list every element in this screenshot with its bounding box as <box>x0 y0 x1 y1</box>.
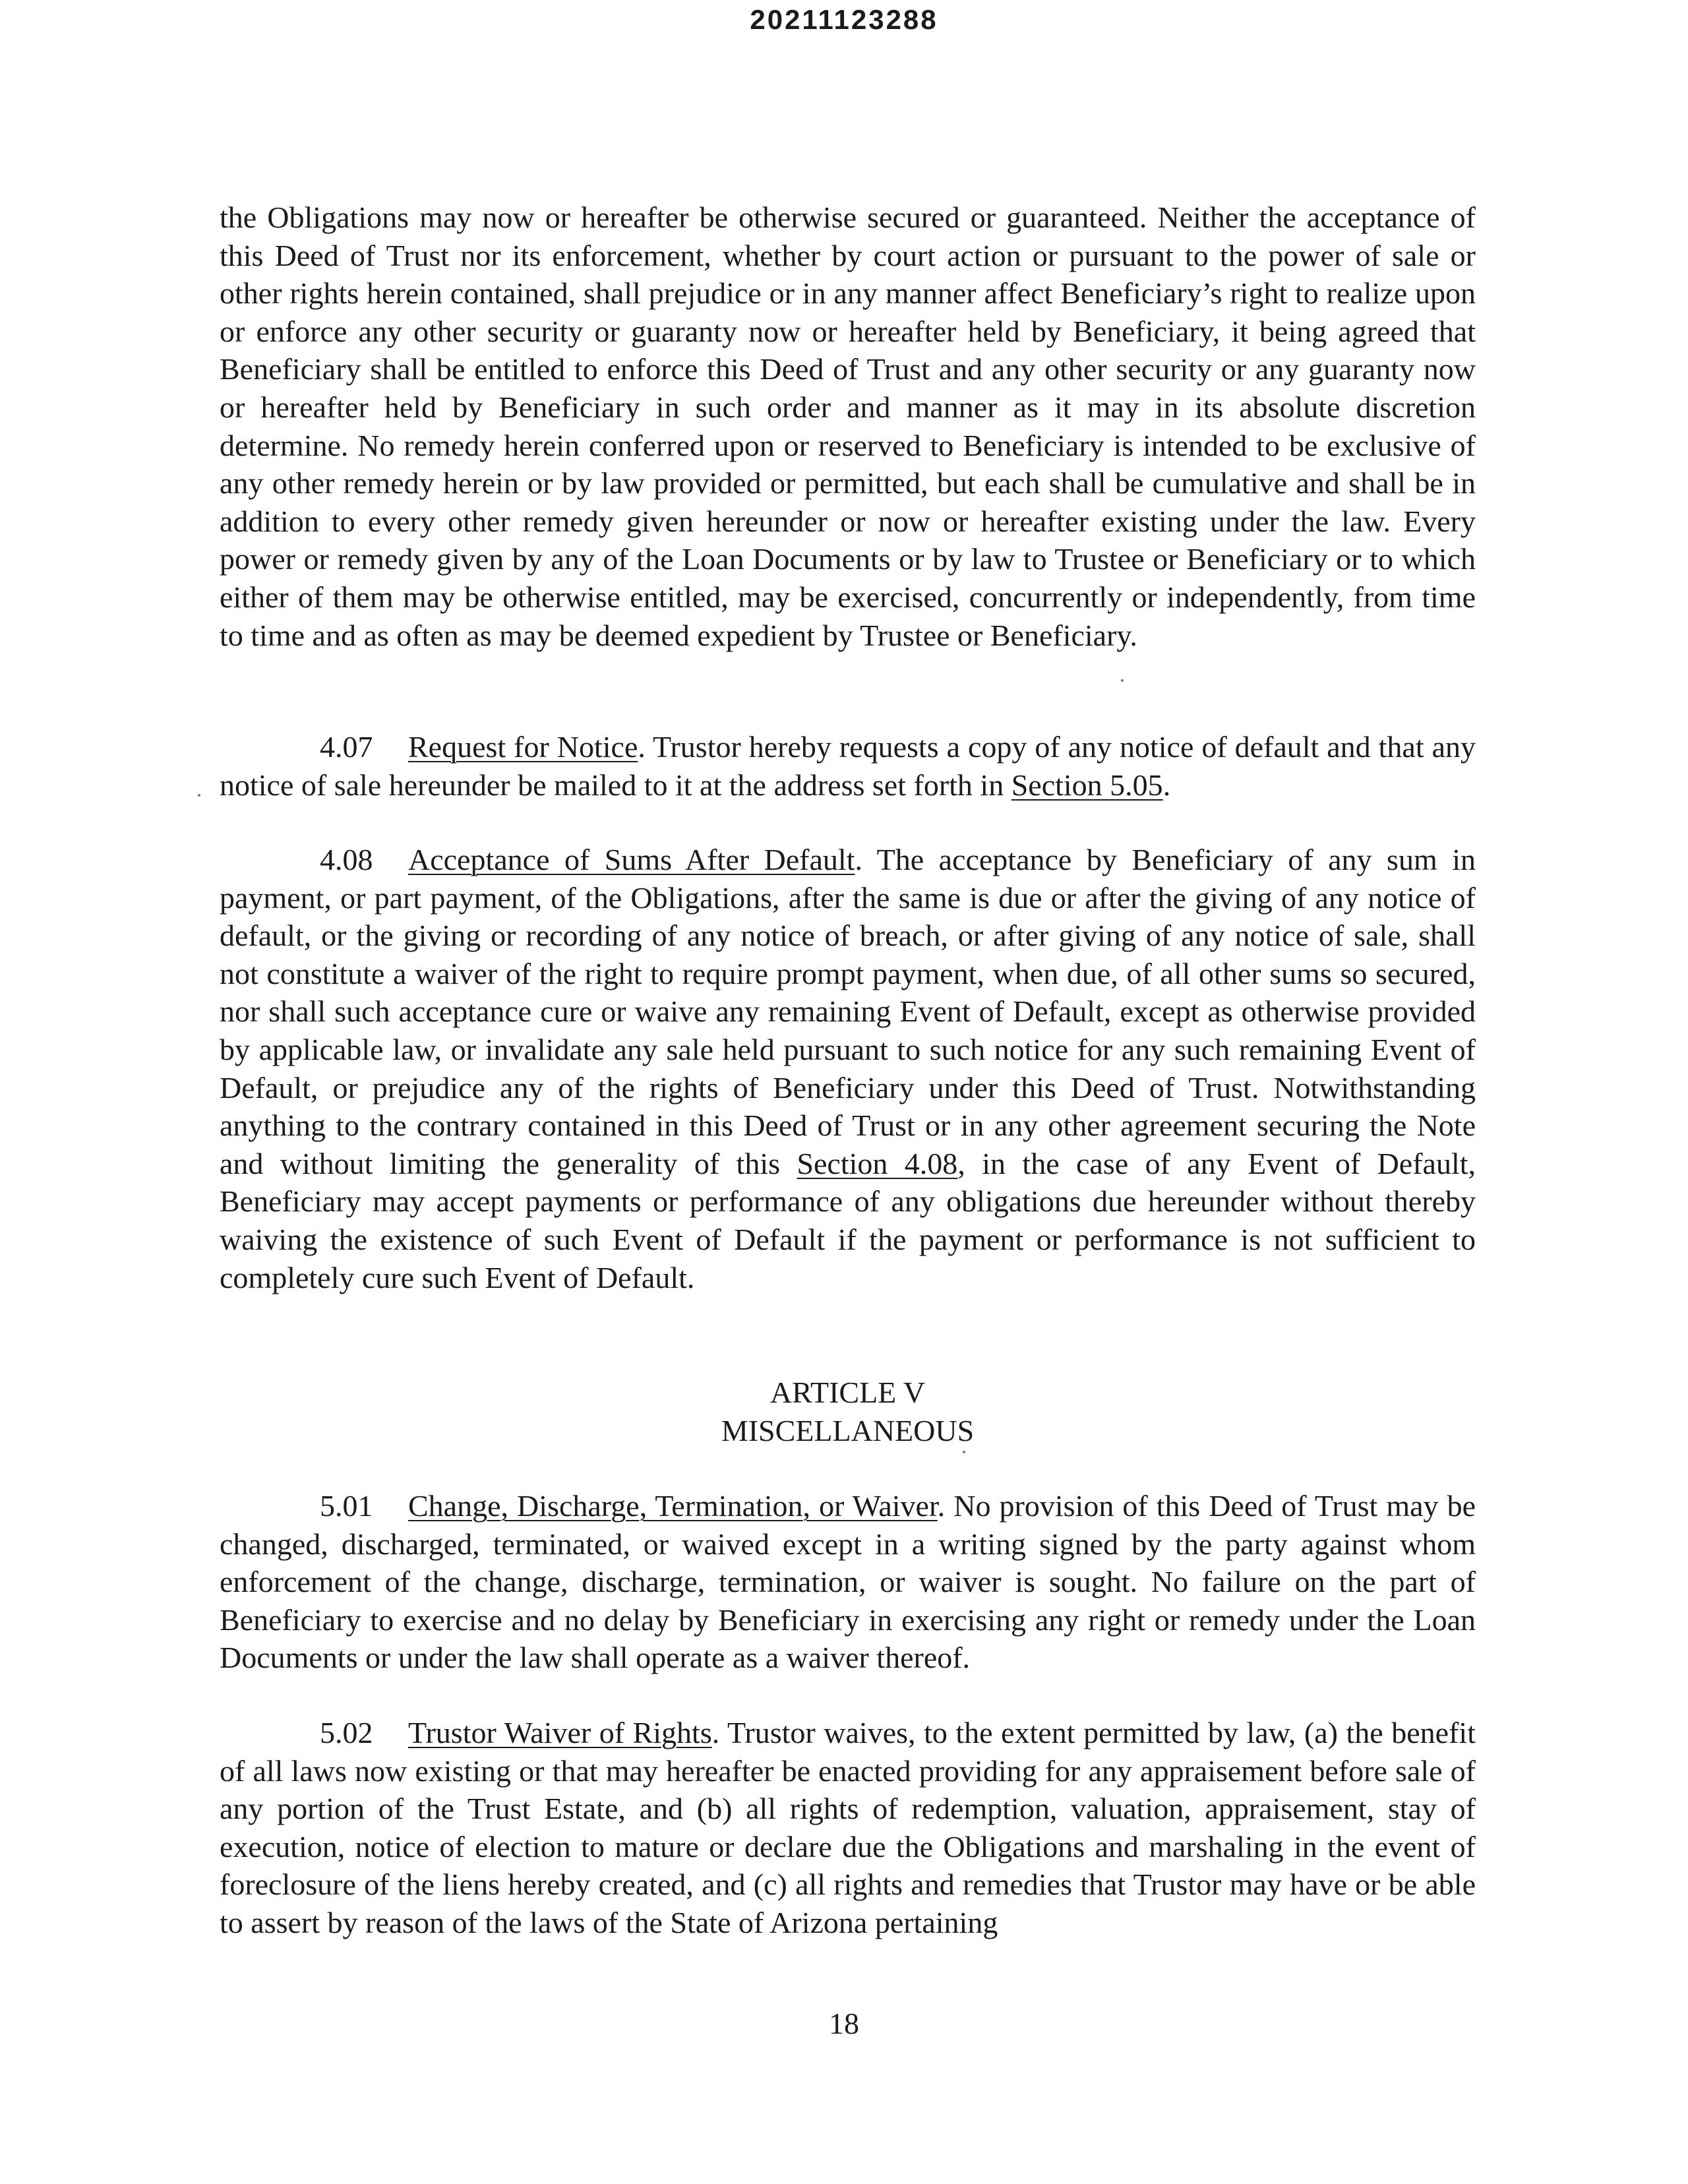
section-number: 5.01 <box>320 1489 373 1523</box>
continuation-paragraph: the Obligations may now or hereafter be otherwise secured or guaranteed. Neither the acceptance of this Deed of Trust nor its enforcement, whether by court action or pursuant to the power of sale or other rights herein contained, shall prejudice or in any manner affect Beneficiary’s right to realize upon or enforce any other security or guaranty now or hereafter held by Beneficiary, it being agreed that Beneficiary shall be entitled to enforce this Deed of Trust and any other security or any guaranty now or hereafter held by Beneficiary in such order and manner as it may in its absolute discretion determine. No remedy herein conferred upon or reserved to Beneficiary is intended to be exclusive of any other remedy herein or by law provided or permitted, but each shall be cumulative and shall be in addition to every other remedy given hereunder or now or hereafter existing under the law. Every power or remedy given by any of the Loan Documents or by law to Trustee or Beneficiary or to which either of them may be otherwise entitled, may be exercised, concurrently or independently, from time to time and as often as may be deemed expedient by Trustee or Beneficiary. <box>220 200 1476 652</box>
section-heading: Change, Discharge, Termination, or Waiver <box>408 1489 938 1523</box>
scan-speck <box>198 794 200 797</box>
section-heading: Acceptance of Sums After Default <box>408 843 855 876</box>
section-4-08 <box>220 841 1476 1296</box>
section-text: . The acceptance by Beneficiary of any sum in payment, or part payment, of the Obligations, after the same is due or after the giving of any notice of default, or the giving or recording of any notice of breach, or after giving of any notice of sale, shall not constitute a waiver of the right to require prompt payment, when due, of all other sums so secured, nor shall such acceptance cure or waive any remaining Event of Default, except as otherwise provided by applicable law, or invalidate any sale held pursuant to such notice for any such remaining Event of Default, or prejudice any of the rights of Beneficiary under this Deed of Trust. Notwithstanding anything to the contrary contained in this Deed of Trust or in any other agreement securing the Note and without limiting the generality of this <box>220 843 1476 1180</box>
section-heading: Request for Notice <box>408 730 638 764</box>
section-number: 4.07 <box>320 730 373 764</box>
article-number: ARTICLE V <box>769 1376 926 1409</box>
page-number: 18 <box>829 2007 859 2040</box>
article-title: MISCELLANEOUS <box>721 1413 975 1447</box>
section-5-01 <box>220 1487 1476 1677</box>
recording-number: 20211123288 <box>750 4 938 35</box>
section-text: , in the case of any Event of Default, Beneficiary may accept payments or performance of any obligations due hereunder without thereby waiving the existence of such Event of Default if the payment or performance is not sufficient to completely cure such Event of Default. <box>220 1146 1476 1294</box>
article-heading <box>220 1374 1476 1449</box>
section-4-07 <box>220 728 1476 804</box>
section-text: . Trustor hereby requests a copy of any notice of default and that any notice of sale hereunder be mailed to it at the address set forth in <box>220 730 1476 802</box>
section-text: . <box>1162 768 1171 802</box>
section-cross-reference: Section 4.08 <box>797 1146 958 1180</box>
section-text: . Trustor waives, to the extent permitted by law, (a) the benefit of all laws now existing or that may hereafter be enacted providing for any appraisement before sale of any portion of the Trust Estate, and (b) all rights of redemption, valuation, appraisement, stay of execution, notice of election to mature or declare due the Obligations and marshaling in the event of foreclosure of the liens hereby created, and (c) all rights and remedies that Trustor may have or be able to assert by reason of the laws of the State of Arizona pertaining <box>220 1716 1476 1939</box>
section-number: 5.02 <box>320 1716 373 1749</box>
section-text: . No provision of this Deed of Trust may be changed, discharged, terminated, or waived except in a writing signed by the party against whom enforcement of the change, discharge, termination, or waiver is sought. No failure on the part of Beneficiary to exercise and no delay by Beneficiary in exercising any right or remedy under the Loan Documents or under the law shall operate as a waiver thereof. <box>220 1489 1476 1675</box>
section-cross-reference: Section 5.05 <box>1011 768 1163 802</box>
scan-speck <box>963 1451 965 1453</box>
scan-speck <box>1121 679 1124 682</box>
section-5-02 <box>220 1714 1476 1942</box>
section-number: 4.08 <box>320 843 373 876</box>
section-heading: Trustor Waiver of Rights <box>408 1716 712 1749</box>
